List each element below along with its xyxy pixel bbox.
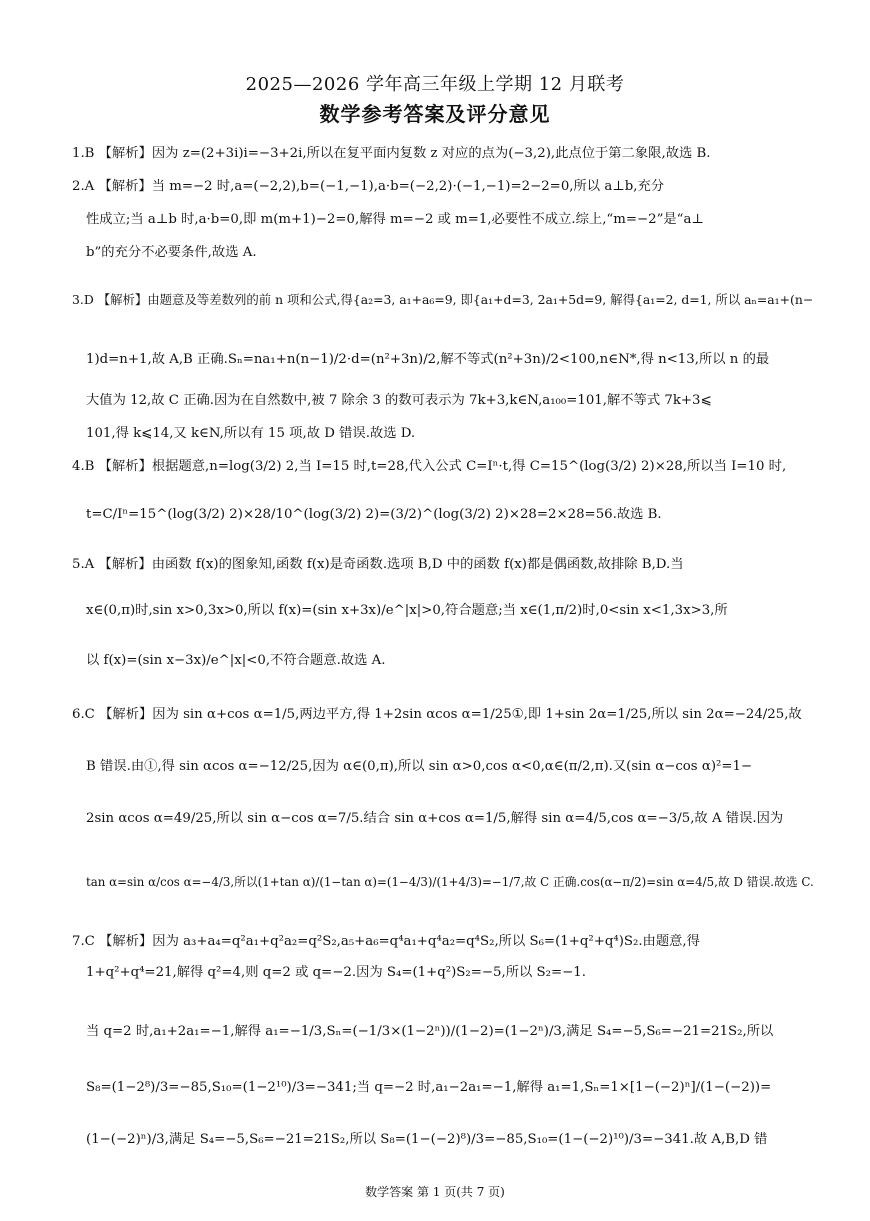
solution-line: 6.C 【解析】因为 sin α+cos α=1/5,两边平方,得 1+2sin αcos α=1/25①,即 1+sin 2α=1/25,所以 sin 2α=−24/25,故 [72,707,802,722]
solution-line: 5.A 【解析】由函数 f(x)的图象知,函数 f(x)是奇函数.选项 B,D 中的函数 f(x)都是偶函数,故排除 B,D.当 [72,557,684,572]
page-footer: 数学答案 第 1 页(共 7 页) [365,1185,505,1199]
solution-line: 大值为 12,故 C 正确.因为在自然数中,被 7 除余 3 的数可表示为 7k+3,k∈N,a₁₀₀=101,解不等式 7k+3⩽ [86,393,712,408]
solution-line: 7.C 【解析】因为 a₃+a₄=q²a₁+q²a₂=q²S₂,a₅+a₆=q⁴a₁+q⁴a₂=q⁴S₂,所以 S₆=(1+q²+q⁴)S₂.由题意,得 [72,934,700,949]
solution-line: 以 f(x)=(sin x−3x)/e^|x|<0,不符合题意.故选 A. [86,653,386,668]
solution-line: 性成立;当 a⊥b 时,a·b=0,即 m(m+1)−2=0,解得 m=−2 或 m=1,必要性不成立.综上,“m=−2”是“a⊥ [86,212,704,227]
solution-line: 1)d=n+1,故 A,B 正确.Sₙ=na₁+n(n−1)/2·d=(n²+3n)/2,解不等式(n²+3n)/2<100,n∈N*,得 n<13,所以 n 的最 [86,352,770,367]
solution-line: 2.A 【解析】当 m=−2 时,a=(−2,2),b=(−1,−1),a·b=(−2,2)·(−1,−1)=2−2=0,所以 a⊥b,充分 [72,179,665,194]
exam-title: 2025—2026 学年高三年级上学期 12 月联考 [245,74,625,95]
solution-line: x∈(0,π)时,sin x>0,3x>0,所以 f(x)=(sin x+3x)/e^|x|>0,符合题意;当 x∈(1,π/2)时,0<sin x<1,3x>3,所 [86,603,728,618]
solution-line: 当 q=2 时,a₁+2a₁=−1,解得 a₁=−1/3,Sₙ=(−1/3×(1−2ⁿ))/(1−2)=(1−2ⁿ)/3,满足 S₄=−5,S₆=−21=21S₂,所以 [86,1024,774,1039]
solution-line: (1−(−2)ⁿ)/3,满足 S₄=−5,S₆=−21=21S₂,所以 S₈=(1−(−2)⁸)/3=−85,S₁₀=(1−(−2)¹⁰)/3=−341.故 A,B,D 错 [86,1132,768,1147]
solution-line: t=C/Iⁿ=15^(log(3/2) 2)×28/10^(log(3/2) 2)=(3/2)^(log(3/2) 2)×28=2×28=56.故选 B. [86,507,662,522]
solution-line: 2sin αcos α=49/25,所以 sin α−cos α=7/5.结合 sin α+cos α=1/5,解得 sin α=4/5,cos α=−3/5,故 A 错误.因为 [86,811,784,826]
solution-line: 4.B 【解析】根据题意,n=log(3/2) 2,当 I=15 时,t=28,代入公式 C=Iⁿ·t,得 C=15^(log(3/2) 2)×28,所以当 I=10 时, [72,459,787,474]
solution-line: S₈=(1−2⁸)/3=−85,S₁₀=(1−2¹⁰)/3=−341;当 q=−2 时,a₁−2a₁=−1,解得 a₁=1,Sₙ=1×[1−(−2)ⁿ]/(1−(−2))= [86,1080,772,1095]
solution-line: 3.D 【解析】由题意及等差数列的前 n 项和公式,得{a₂=3, a₁+a₆=9, 即{a₁+d=3, 2a₁+5d=9, 解得{a₁=2, d=1, 所以 aₙ=a₁+(n− [72,292,814,307]
solution-line: tan α=sin α/cos α=−4/3,所以(1+tan α)/(1−tan α)=(1−4/3)/(1+4/3)=−1/7,故 C 正确.cos(α−π/2)=sin α=4/5,故 D 错误.故选 C. [86,875,814,889]
solution-line: 101,得 k⩽14,又 k∈N,所以有 15 项,故 D 错误.故选 D. [86,426,416,441]
solution-line: b”的充分不必要条件,故选 A. [86,245,257,260]
solution-line: 1+q²+q⁴=21,解得 q²=4,则 q=2 或 q=−2.因为 S₄=(1+q²)S₂=−5,所以 S₂=−1. [86,965,586,980]
solution-line: B 错误.由①,得 sin αcos α=−12/25,因为 α∈(0,π),所以 sin α>0,cos α<0,α∈(π/2,π).又(sin α−cos α)²=1− [86,759,753,774]
document-subtitle: 数学参考答案及评分意见 [319,102,551,126]
solution-line: 1.B 【解析】因为 z=(2+3i)i=−3+2i,所以在复平面内复数 z 对应的点为(−3,2),此点位于第二象限,故选 B. [72,146,711,161]
